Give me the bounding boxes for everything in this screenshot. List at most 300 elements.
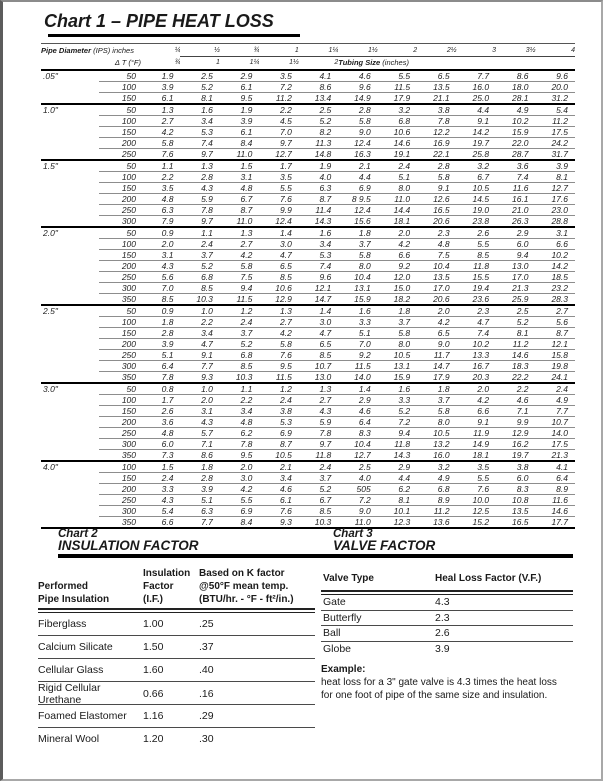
pipe-table-row: [41, 293, 575, 305]
delta-t-value: 250: [99, 349, 141, 360]
delta-t-value: 100: [99, 461, 141, 473]
ips-size-header: 1: [259, 44, 298, 57]
heat-loss-value: 8.0: [378, 338, 417, 349]
heat-loss-value: 6.9: [259, 427, 298, 438]
heat-loss-value: 25.9: [496, 293, 535, 305]
heat-loss-value: 3.8: [259, 405, 298, 416]
heat-loss-value: 4.8: [141, 427, 180, 438]
heat-loss-value: 3.5: [259, 70, 298, 82]
k-factor-value: .30: [199, 733, 214, 745]
pipe-table-row: [41, 70, 575, 82]
heat-loss-value: 9.3: [180, 371, 219, 383]
delta-t-value: 100: [99, 115, 141, 126]
heat-loss-value: 11.3: [299, 137, 338, 148]
heat-loss-value: 9.0: [338, 505, 377, 516]
heat-loss-value: 14.9: [457, 438, 496, 449]
heat-loss-value: 6.2: [220, 427, 259, 438]
pipe-table-row: [41, 160, 575, 172]
heat-loss-value: 6.2: [378, 483, 417, 494]
heat-loss-value: 8.2: [299, 126, 338, 137]
heat-loss-value: 6.0: [496, 238, 535, 249]
heat-loss-value: 3.9: [180, 483, 219, 494]
chart2-col3-header: [199, 567, 315, 606]
heat-loss-value: 1.3: [180, 160, 219, 172]
vf-value: 3.9: [435, 643, 450, 656]
insulation-thickness-label: [41, 316, 99, 327]
heat-loss-value: 4.3: [299, 405, 338, 416]
heat-loss-value: 19.1: [378, 148, 417, 160]
heat-loss-value: 6.3: [141, 204, 180, 215]
heat-loss-value: 18.1: [457, 449, 496, 461]
pipe-table-row: [41, 137, 575, 148]
delta-t-value: 50: [99, 160, 141, 172]
heat-loss-value: 3.1: [536, 227, 575, 239]
insulation-thickness-label: [41, 81, 99, 92]
insulation-thickness-label: [41, 472, 99, 483]
heat-loss-value: 4.9: [536, 394, 575, 405]
delta-t-value: 350: [99, 516, 141, 528]
heat-loss-value: 2.5: [299, 104, 338, 116]
heat-loss-value: 1.3: [220, 227, 259, 239]
heat-loss-value: 7.6: [259, 505, 298, 516]
valve-type-header: Valve Type: [323, 573, 374, 584]
pipe-table-head: [41, 44, 575, 70]
heat-loss-value: 6.6: [457, 405, 496, 416]
heat-loss-value: 1.2: [259, 383, 298, 395]
heat-loss-value: 7.1: [496, 405, 535, 416]
heat-loss-value: 12.4: [259, 215, 298, 227]
heat-loss-value: 3.4: [180, 115, 219, 126]
heat-loss-value: 2.4: [141, 472, 180, 483]
example-note: [321, 663, 583, 702]
heat-loss-value: 1.8: [180, 461, 219, 473]
heat-loss-value: 8.9: [417, 494, 456, 505]
insulation-thickness-label: [41, 204, 99, 215]
heat-loss-value: 7.6: [457, 483, 496, 494]
ips-size-header: 1¼: [299, 44, 338, 57]
heat-loss-value: 1.1: [180, 227, 219, 239]
heat-loss-value: 4.6: [338, 405, 377, 416]
heat-loss-value: 7.4: [496, 171, 535, 182]
ips-size-header: 3½: [496, 44, 535, 57]
heat-loss-value: 7.2: [378, 416, 417, 427]
heat-loss-value: 7.2: [259, 81, 298, 92]
heat-loss-value: 3.7: [220, 327, 259, 338]
heat-loss-value: 14.7: [299, 293, 338, 305]
heat-loss-value: 4.1: [299, 70, 338, 82]
charts-title-rule: [58, 554, 573, 558]
heat-loss-value: 2.7: [536, 305, 575, 317]
delta-t-value: 250: [99, 427, 141, 438]
insulation-thickness-label: [41, 505, 99, 516]
heat-loss-value: 1.8: [417, 383, 456, 395]
heat-loss-value: 31.2: [536, 92, 575, 104]
material-name: Fiberglass: [38, 618, 87, 630]
insulation-thickness-label: [41, 438, 99, 449]
heat-loss-value: 3.5: [141, 182, 180, 193]
insulation-thickness-label: [41, 416, 99, 427]
heat-loss-value: 16.3: [338, 148, 377, 160]
insulation-factor-value: 1.16: [143, 710, 164, 722]
heat-loss-value: 11.0: [220, 148, 259, 160]
pipe-table-row: [41, 92, 575, 104]
heat-loss-value: 3.2: [457, 160, 496, 172]
heat-loss-value: 15.9: [496, 126, 535, 137]
delta-t-value: 250: [99, 204, 141, 215]
insulation-thickness-label: [41, 271, 99, 282]
heat-loss-value: 8 9.5: [338, 193, 377, 204]
heat-loss-value: 23.0: [536, 204, 575, 215]
heat-loss-value: 1.7: [141, 394, 180, 405]
pipe-table-row: [41, 394, 575, 405]
heat-loss-value: 3.6: [141, 416, 180, 427]
heat-loss-value: 10.1: [378, 505, 417, 516]
heat-loss-value: 6.8: [378, 115, 417, 126]
delta-t-value: 100: [99, 81, 141, 92]
heat-loss-value: 11.5: [338, 360, 377, 371]
heat-loss-value: 16.0: [457, 81, 496, 92]
heat-loss-value: 5.1: [378, 171, 417, 182]
heat-loss-value: 1.8: [141, 316, 180, 327]
pipe-table-row: [41, 182, 575, 193]
heat-loss-value: 4.3: [180, 182, 219, 193]
tubing-size-header: 1: [180, 57, 219, 70]
pipe-table-row: [41, 427, 575, 438]
delta-t-value: 50: [99, 383, 141, 395]
k-factor-value: .16: [199, 688, 214, 700]
delta-t-value: 150: [99, 472, 141, 483]
heat-loss-value: 8.1: [496, 327, 535, 338]
heat-loss-value: 8.0: [417, 416, 456, 427]
material-name: Calcium Silicate: [38, 641, 113, 653]
heat-loss-value: 10.5: [259, 449, 298, 461]
heat-loss-value: 12.3: [378, 516, 417, 528]
tubing-size-header: 1½: [259, 57, 298, 70]
heat-loss-value: 6.5: [299, 338, 338, 349]
heat-loss-value: 4.3: [180, 416, 219, 427]
heat-loss-value: 6.9: [220, 505, 259, 516]
heat-loss-value: 12.6: [417, 193, 456, 204]
valve-row: [321, 642, 573, 658]
heat-loss-value: 9.1: [417, 182, 456, 193]
heat-loss-value: 2.4: [299, 461, 338, 473]
delta-t-value: 300: [99, 438, 141, 449]
ips-size-header: ¼: [174, 46, 181, 54]
heat-loss-value: 505: [338, 483, 377, 494]
heat-loss-value: 4.6: [496, 394, 535, 405]
heat-loss-value: 3.9: [141, 81, 180, 92]
heat-loss-value: 9.1: [457, 416, 496, 427]
chart2-header-line: (BTU/hr. - °F - ft²/in.): [199, 594, 294, 605]
heat-loss-value: 17.0: [496, 271, 535, 282]
chart2-label: Chart 2: [58, 528, 98, 540]
heat-loss-value: 11.8: [457, 260, 496, 271]
pipe-table-row: [41, 171, 575, 182]
tubing-size-header: 2: [299, 57, 338, 70]
heat-loss-value: 13.3: [457, 349, 496, 360]
insulation-row: [38, 613, 315, 636]
heat-loss-value: 8.7: [220, 204, 259, 215]
chart2-header-line: Factor: [143, 581, 174, 592]
heat-loss-value: 13.1: [338, 282, 377, 293]
heat-loss-value: 5.8: [338, 249, 377, 260]
insulation-thickness-label: .05": [43, 70, 58, 81]
insulation-thickness-label: [41, 249, 99, 260]
insulation-table-header: [38, 565, 315, 606]
heat-loss-value: 23.6: [457, 293, 496, 305]
heat-loss-value: 4.2: [220, 249, 259, 260]
heat-loss-value: 1.2: [220, 305, 259, 317]
heat-loss-value: 24.1: [536, 371, 575, 383]
pipe-table-row: [41, 360, 575, 371]
heat-loss-value: 1.9: [220, 104, 259, 116]
heat-loss-value: 6.7: [299, 494, 338, 505]
heat-loss-value: 1.9: [299, 160, 338, 172]
insulation-thickness-label: 1.0": [43, 104, 58, 115]
heat-loss-value: 10.6: [259, 282, 298, 293]
heat-loss-value: 2.6: [457, 227, 496, 239]
pipe-table-row: [41, 405, 575, 416]
delta-t-value: 350: [99, 371, 141, 383]
material-name: Rigid Cellular Urethane: [38, 682, 101, 706]
heat-loss-value: 11.8: [299, 449, 338, 461]
material-name: Mineral Wool: [38, 733, 100, 745]
heat-loss-value: 6.5: [417, 70, 456, 82]
heat-loss-value: 11.2: [417, 505, 456, 516]
heat-loss-value: 9.7: [180, 148, 219, 160]
heat-loss-value: 1.9: [141, 70, 180, 82]
heat-loss-value: 21.0: [496, 204, 535, 215]
heat-loss-value: 14.8: [299, 148, 338, 160]
heat-loss-value: 18.1: [378, 215, 417, 227]
heat-loss-value: 2.7: [220, 238, 259, 249]
delta-t-value: 200: [99, 260, 141, 271]
pipe-table-row: [41, 472, 575, 483]
heat-loss-value: 5.3: [180, 126, 219, 137]
pipe-table-row: [41, 416, 575, 427]
heat-loss-value: 1.6: [180, 104, 219, 116]
heat-loss-value: 5.6: [141, 271, 180, 282]
heat-loss-value: 14.9: [338, 92, 377, 104]
heat-loss-value: 6.4: [338, 416, 377, 427]
insulation-thickness-label: [41, 260, 99, 271]
heat-loss-value: 6.8: [180, 271, 219, 282]
heat-loss-value: 2.9: [338, 394, 377, 405]
heat-loss-value: 8.1: [536, 171, 575, 182]
heat-loss-value: 9.4: [496, 249, 535, 260]
heat-loss-value: 3.5: [259, 171, 298, 182]
chart2-header-line: @50°F mean temp.: [199, 581, 289, 592]
heat-loss-value: 14.6: [496, 349, 535, 360]
heat-loss-value: 6.5: [417, 327, 456, 338]
heat-loss-value: 2.3: [457, 305, 496, 317]
heat-loss-value: 7.2: [338, 494, 377, 505]
insulation-factor-value: 1.60: [143, 664, 164, 676]
heat-loss-value: 6.3: [180, 505, 219, 516]
heat-loss-value: 8.5: [299, 505, 338, 516]
heat-loss-value: 5.9: [180, 193, 219, 204]
heat-loss-value: 8.4: [220, 516, 259, 528]
heat-loss-value: 5.2: [180, 81, 219, 92]
heat-loss-value: 8.5: [259, 271, 298, 282]
heat-loss-value: 12.1: [299, 282, 338, 293]
heat-loss-value: 22.1: [417, 148, 456, 160]
heat-loss-value: 3.9: [220, 115, 259, 126]
heat-loss-value: 9.5: [220, 449, 259, 461]
pipe-table-row: [41, 449, 575, 461]
pipe-table-row: [41, 227, 575, 239]
insulation-factor-value: 1.50: [143, 641, 164, 653]
example-line: for one foot of pipe of the same size and insulation.: [321, 690, 548, 701]
heat-loss-value: 28.1: [496, 92, 535, 104]
heat-loss-value: 19.7: [496, 449, 535, 461]
heat-loss-value: 12.4: [338, 204, 377, 215]
delta-t-value: 100: [99, 171, 141, 182]
heat-loss-value: 1.6: [378, 383, 417, 395]
pipe-table-row: [41, 271, 575, 282]
heat-loss-value: 1.6: [299, 227, 338, 239]
heat-loss-value: 2.1: [338, 160, 377, 172]
chart2-header-line: Based on K factor: [199, 568, 285, 579]
heat-loss-value: 16.1: [496, 193, 535, 204]
heat-loss-value: 2.1: [259, 461, 298, 473]
insulation-thickness-label: 2.5": [43, 305, 58, 316]
pipe-table-row: [41, 327, 575, 338]
pipe-table-row: [41, 260, 575, 271]
heat-loss-value: 7.4: [457, 327, 496, 338]
delta-t-value: 150: [99, 405, 141, 416]
valve-row: [321, 595, 573, 611]
heat-loss-value: 9.0: [338, 126, 377, 137]
heat-loss-value: 1.4: [259, 227, 298, 239]
heat-loss-value: 2.9: [378, 461, 417, 473]
heat-loss-value: 6.0: [141, 438, 180, 449]
heat-loss-value: 20.3: [457, 371, 496, 383]
heat-loss-value: 6.7: [457, 171, 496, 182]
heat-loss-value: 16.7: [457, 360, 496, 371]
heat-loss-value: 15.5: [457, 271, 496, 282]
heat-loss-value: 8.4: [220, 137, 259, 148]
heat-loss-value: 14.2: [536, 260, 575, 271]
heat-loss-value: 11.2: [536, 115, 575, 126]
insulation-row: [38, 682, 315, 705]
delta-t-value: 200: [99, 338, 141, 349]
insulation-factor-value: 1.20: [143, 733, 164, 745]
heat-loss-value: 2.5: [496, 305, 535, 317]
insulation-thickness-label: [41, 137, 99, 148]
heat-loss-value: 4.9: [417, 472, 456, 483]
heat-loss-value: 5.8: [259, 338, 298, 349]
heat-loss-value: 14.6: [378, 137, 417, 148]
heat-loss-value: 12.9: [496, 427, 535, 438]
heat-loss-value: 10.3: [220, 371, 259, 383]
heat-loss-value: 19.4: [457, 282, 496, 293]
insulation-thickness-label: [41, 282, 99, 293]
k-factor-value: .37: [199, 641, 214, 653]
heat-loss-value: 1.8: [338, 227, 377, 239]
heat-loss-value: 5.6: [536, 316, 575, 327]
insulation-thickness-label: [41, 371, 99, 383]
pipe-table-row: [41, 438, 575, 449]
insulation-thickness-label: [41, 293, 99, 305]
heat-loss-value: 5.8: [417, 405, 456, 416]
heat-loss-value: 9.4: [378, 427, 417, 438]
chart3-title: VALVE FACTOR: [333, 538, 436, 553]
pipe-table-row: [41, 383, 575, 395]
insulation-thickness-label: [41, 483, 99, 494]
heat-loss-value: 5.2: [299, 483, 338, 494]
pipe-table-row: [41, 115, 575, 126]
heat-loss-value: 5.4: [536, 104, 575, 116]
heat-loss-value: 4.2: [457, 394, 496, 405]
heat-loss-value: 2.8: [338, 104, 377, 116]
heat-loss-value: 0.9: [141, 227, 180, 239]
heat-loss-value: 11.5: [378, 81, 417, 92]
heat-loss-value: 20.0: [536, 81, 575, 92]
example-line: heat loss for a 3" gate valve is 4.3 times the heat loss: [321, 677, 557, 688]
heat-loss-value: 5.3: [259, 416, 298, 427]
pipe-table-row: [41, 282, 575, 293]
heat-loss-value: 14.2: [457, 126, 496, 137]
insulation-factor-table: [38, 565, 315, 750]
delta-t-value: 150: [99, 182, 141, 193]
heat-loss-value: 5.2: [378, 405, 417, 416]
delta-t-value: 300: [99, 505, 141, 516]
heat-loss-value: 4.4: [378, 472, 417, 483]
chart2-col1-header: [38, 580, 143, 606]
heat-loss-value: 9.9: [496, 416, 535, 427]
heat-loss-value: 6.1: [141, 92, 180, 104]
heat-loss-value: 4.4: [338, 171, 377, 182]
ips-size-header: 1½: [338, 44, 377, 57]
heat-loss-value: 14.5: [457, 193, 496, 204]
heat-loss-value: 12.0: [378, 271, 417, 282]
heat-loss-value: 12.7: [536, 182, 575, 193]
heat-loss-value: 9.7: [259, 137, 298, 148]
heat-loss-value: 5.2: [496, 316, 535, 327]
delta-t-value: 300: [99, 282, 141, 293]
heat-loss-value: 18.2: [378, 293, 417, 305]
heat-loss-value: 7.7: [536, 405, 575, 416]
delta-t-value: 200: [99, 483, 141, 494]
k-factor-value: .25: [199, 618, 214, 630]
heat-loss-value: 7.7: [180, 516, 219, 528]
heat-loss-value: 13.6: [417, 516, 456, 528]
chart2-header-line: Performed: [38, 581, 89, 592]
heat-loss-value: 11.0: [338, 516, 377, 528]
heat-loss-value: 6.3: [299, 182, 338, 193]
heat-loss-value: 4.6: [338, 70, 377, 82]
valve-type: Globe: [323, 643, 352, 656]
pipe-table-row: [41, 148, 575, 160]
heat-loss-value: 8.5: [180, 282, 219, 293]
heat-loss-value: 13.5: [417, 81, 456, 92]
heat-loss-value: 16.9: [417, 137, 456, 148]
heat-loss-value: 5.5: [259, 182, 298, 193]
heat-loss-value: 2.6: [141, 405, 180, 416]
heat-loss-value: 7.0: [141, 282, 180, 293]
delta-t-value: 50: [99, 305, 141, 317]
chart2-header-line: Pipe Insulation: [38, 594, 110, 605]
material-name: Foamed Elastomer: [38, 710, 127, 722]
heat-loss-value: 10.5: [457, 182, 496, 193]
heat-loss-value: 3.3: [378, 394, 417, 405]
heat-loss-value: 4.2: [259, 327, 298, 338]
heat-loss-value: 11.6: [496, 182, 535, 193]
heat-loss-value: 2.0: [220, 461, 259, 473]
heat-loss-value: 7.5: [417, 249, 456, 260]
heat-loss-value: 2.3: [417, 227, 456, 239]
